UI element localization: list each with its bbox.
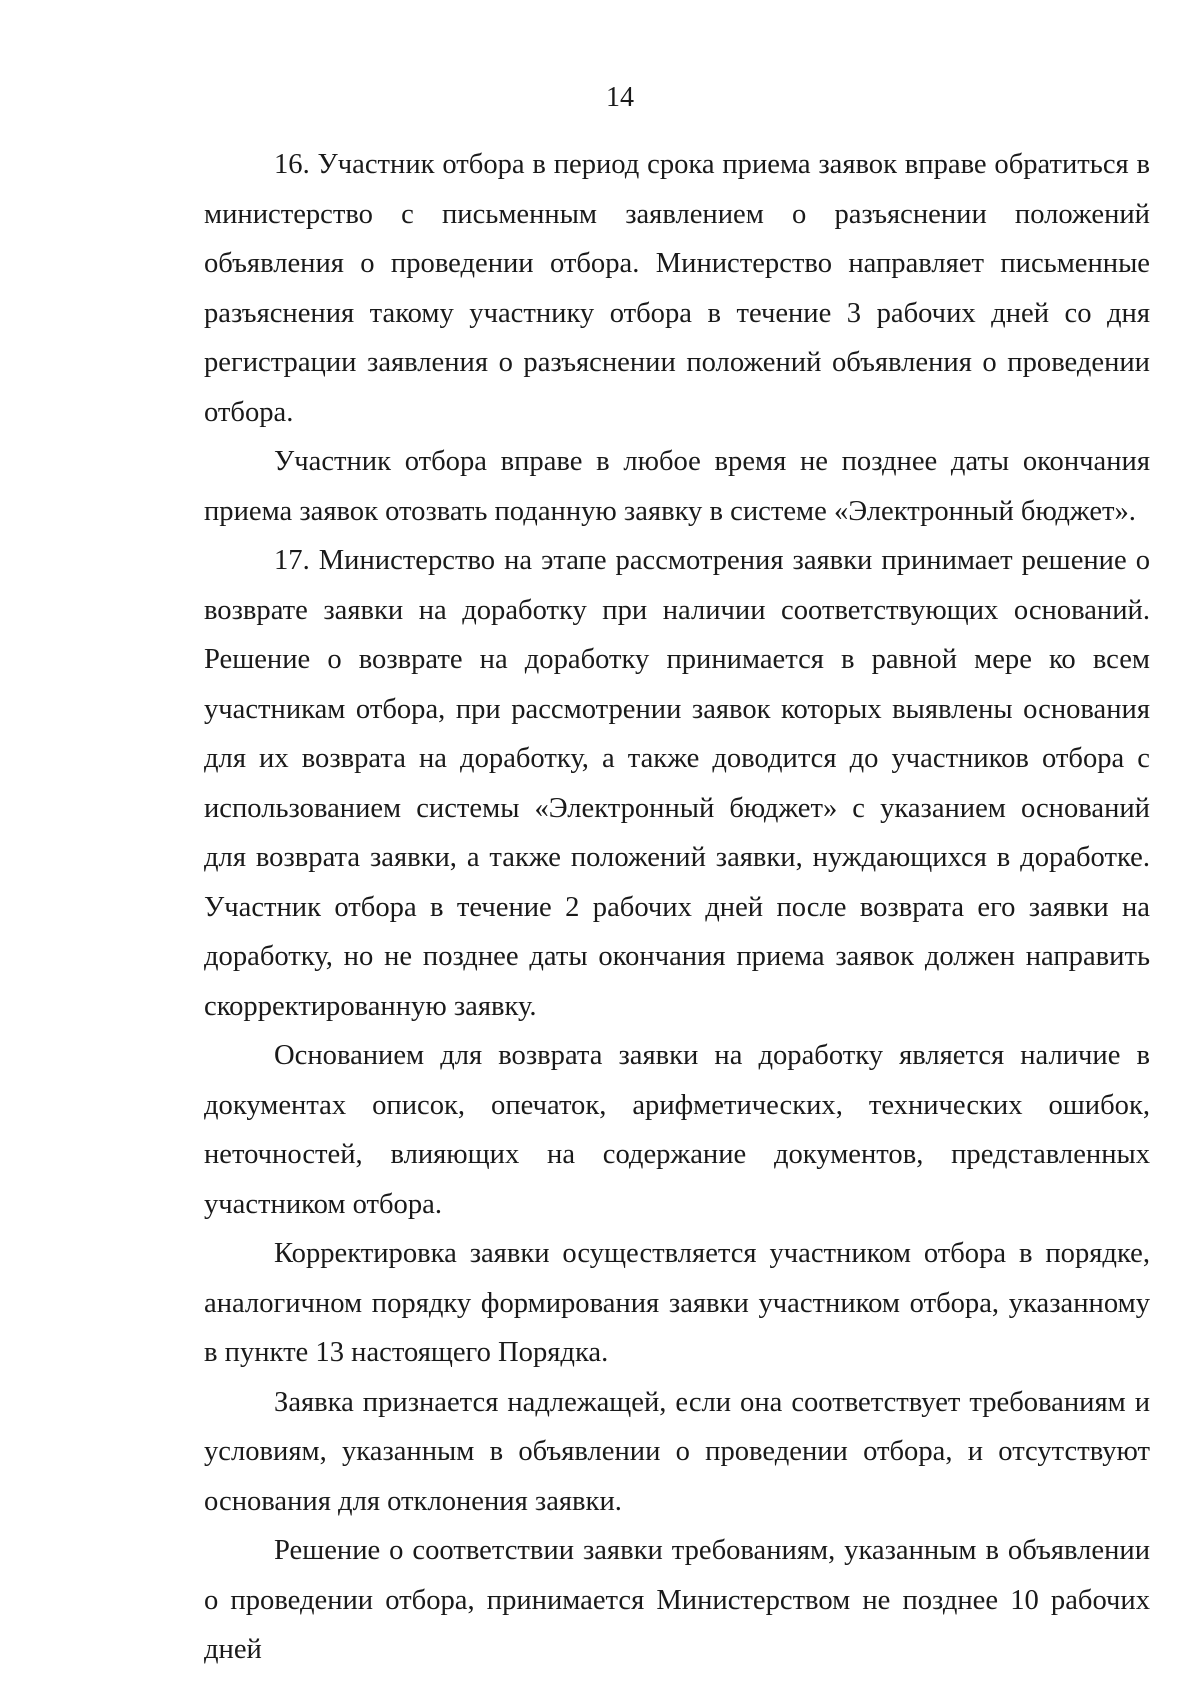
page-number: 14 [606, 82, 634, 113]
paragraph-correction: Корректировка заявки осуществляется участником отбора в порядке, аналогичном порядку формирования заявки участником отбора, указанному в пункте 13 настоящего Порядка. [204, 1238, 1150, 1368]
paragraph-withdraw: Участник отбора вправе в любое время не позднее даты окончания приема заявок отозвать поданную заявку в системе «Электронный бюджет». [204, 446, 1150, 527]
paragraph-grounds: Основанием для возврата заявки на доработку является наличие в документах описок, опечаток, арифметических, технических ошибок, неточностей, влияющих на содержание документов, представленных участником отбора. [204, 1040, 1150, 1220]
paragraph-proper-application: Заявка признается надлежащей, если она соответствует требованиям и условиям, указанным в объявлении о проведении отбора, и отсутствуют основания для отклонения заявки. [204, 1386, 1150, 1517]
paragraph-decision: Решение о соответствии заявки требованиям, указанным в объявлении о проведении отбора, принимается Министерством не позднее 10 рабочих дней [204, 1535, 1150, 1665]
document-body [204, 140, 1150, 1675]
paragraph-16: 16. Участник отбора в период срока приема заявок вправе обратиться в министерство с письменным заявлением о разъяснении положений объявления о проведении отбора. Министерство направляет письменные разъяснения такому участнику отбора в течение 3 рабочих дней со дня регистрации заявления о разъяснении положений объявления о проведении отбора. [204, 149, 1150, 428]
paragraph-17: 17. Министерство на этапе рассмотрения заявки принимает решение о возврате заявки на доработку при наличии соответствующих оснований. Решение о возврате на доработку принимается в равной мере ко всем участникам отбора, при рассмотрении заявок которых выявлены основания для их возврата на доработку, а также доводится до участников отбора с использованием системы «Электронный бюджет» с указанием оснований для возврата заявки, а также положений заявки, нуждающихся в доработке. Участник отбора в течение 2 рабочих дней после возврата его заявки на доработку, но не позднее даты окончания приема заявок должен направить скорректированную заявку. [204, 545, 1150, 1022]
